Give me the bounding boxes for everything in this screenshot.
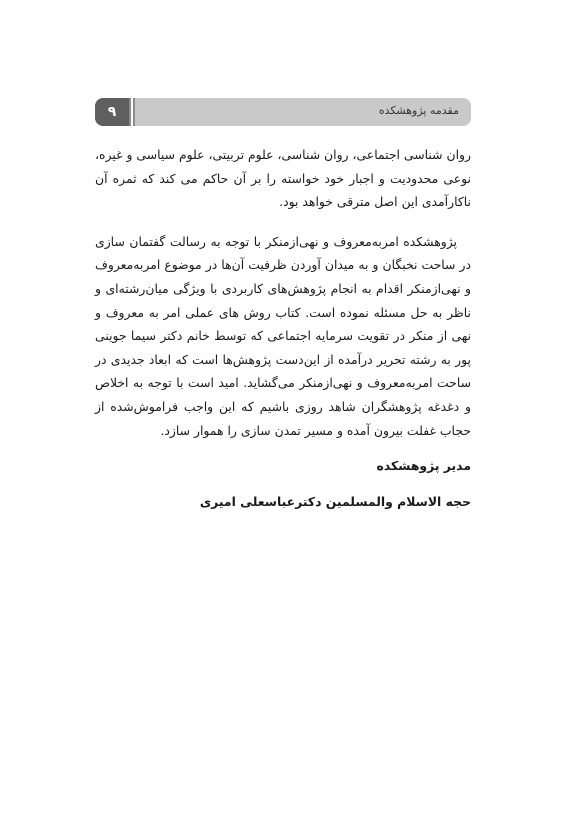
page-body xyxy=(95,143,471,513)
signature-role: مدیر پژوهشکده xyxy=(376,458,471,474)
section-title: مقدمه پژوهشکده xyxy=(378,104,459,117)
header-bar xyxy=(135,98,471,126)
paragraph: پژوهشکده امربه‌معروف و نهی‌ازمنکر با توجه به رسالت گفتمان سازی در ساحت نخبگان و به میدان آوردن ظرفیت آن‌ها در موضوع امربه‌معروف و نهی‌ازمنکر اقدام به انجام پژوهش‌های کاربردی با ویژگی میان‌رشته‌ای و ناظر به حل مسئله نموده است. کتاب روش های عملی امر به معروف و نهی از منکر در تقویت سرمایه اجتماعی که توسط خانم دکتر سیما جوینی پور به رشته تحریر درآمده از این‌دست پژوهش‌ها است که ابعاد جدیدی در ساحت امربه‌معروف و نهی‌ازمنکر می‌گشاید. امید است با توجه به اخلاص و دغدغه پژوهشگران شاهد روزی باشیم که این واجب فراموش‌شده از حجاب غفلت بیرون آمده و مسیر تمدن سازی را هموار سازد. xyxy=(95,233,471,438)
paragraph: روان شناسی اجتماعی، روان شناسی، علوم تربیتی، علوم سیاسی و غیره، نوعی محدودیت و اجبار خود خواسته را بر آن حاکم می کند که ثمره آن ناکارآمدی این اصل مترقی خواهد بود. xyxy=(95,147,471,210)
signature-name: حجه الاسلام والمسلمین دکترعباسعلی امیری xyxy=(199,493,471,509)
header-divider xyxy=(129,98,131,126)
running-header xyxy=(95,98,471,126)
page-number: ۹ xyxy=(95,98,129,126)
